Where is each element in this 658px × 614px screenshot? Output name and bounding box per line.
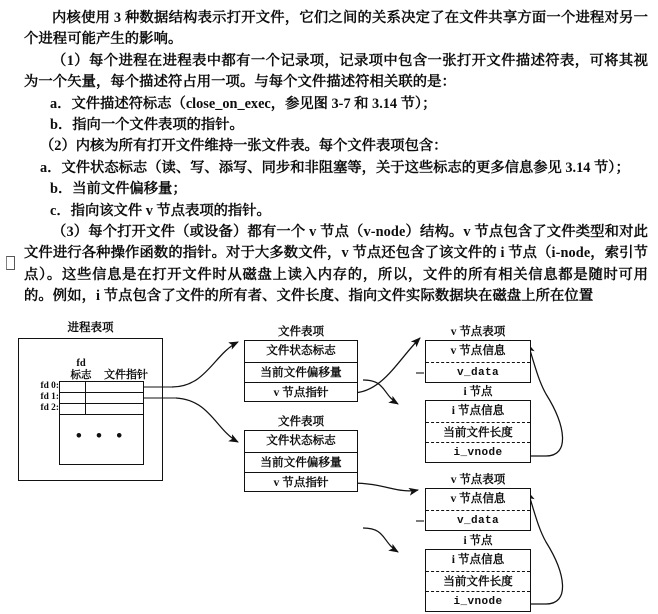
v-data-row: v_data xyxy=(426,362,530,383)
current-file-offset-row: 当前文件偏移量 xyxy=(245,452,357,473)
vnode-pointer-row: v 节点指针 xyxy=(245,472,357,493)
fd-row xyxy=(40,392,143,404)
file-table-entry-1-caption: 文件表项 xyxy=(278,326,324,338)
list-2-item-b: b．当前文件偏移量； xyxy=(50,181,187,198)
vnode-table-entry-1-caption: v 节点表项 xyxy=(450,326,506,338)
fd-header-line2: 标志 xyxy=(70,369,92,381)
vnode-pointer-row: v 节点指针 xyxy=(245,382,357,403)
i-vnode-row: i_vnode xyxy=(426,442,530,463)
margin-scan-artifact xyxy=(6,256,15,270)
fd-row xyxy=(40,381,143,393)
fd-row xyxy=(40,403,143,415)
list-2-item-a: a．文件状态标志（读、写、添写、同步和非阻塞等，关于这些标志的更多信息参见 3.14 节）； xyxy=(40,159,630,176)
inode-1-caption: i 节点 xyxy=(463,386,493,398)
inode-2-box xyxy=(425,549,531,612)
file-status-flags-row: 文件状态标志 xyxy=(266,434,336,447)
vnode-table-entry-1-box xyxy=(425,340,531,383)
vnode-table-entry-2-box xyxy=(425,488,531,531)
fd-table xyxy=(40,381,144,465)
vnode-info-row: v 节点信息 xyxy=(450,344,506,357)
file-pointer-header: 文件指针 xyxy=(104,369,148,381)
fd-header-line1: fd xyxy=(76,358,86,369)
paragraph-intro: 内核使用 3 种数据结构表示打开文件，它们之间的关系决定了在文件共享方面一个进程对另一个进程可能产生的影响。 xyxy=(24,10,648,48)
list-2-item-c: c．指向该文件 v 节点表项的指针。 xyxy=(50,202,271,219)
list-1-item-b: b．指向一个文件表项的指针。 xyxy=(50,117,244,134)
v-data-row: v_data xyxy=(426,510,530,531)
current-file-offset-row: 当前文件偏移量 xyxy=(245,362,357,383)
fd-row-label: fd 2: xyxy=(40,403,59,413)
current-file-length-row: 当前文件长度 xyxy=(426,571,530,592)
fd-row-label: fd 1: xyxy=(40,392,59,402)
fd-ellipsis: • • • xyxy=(75,426,128,445)
fd-row-label: fd 0: xyxy=(40,381,59,391)
list-1-item-a: a．文件描述符标志（close_on_exec，参见图 3-7 和 3.14 节）； xyxy=(50,95,437,112)
paragraph-item-1: （1）每个进程在进程表中都有一个记录项，记录项中包含一张打开文件描述符表，可将其视为一个矢量，每个描述符占用一项。与每个文件描述符相关联的是： xyxy=(24,52,648,91)
inode-1-box xyxy=(425,400,531,463)
vnode-info-row: v 节点信息 xyxy=(450,492,506,505)
inode-info-row: i 节点信息 xyxy=(451,553,505,566)
inode-2-caption: i 节点 xyxy=(463,535,493,547)
paragraph-item-3: （3）每个打开文件（或设备）都有一个 v 节点（v-node）结构。v 节点包含了文件类型和对此文件进行各种操作函数的指针。对于大多数文件，v 节点还包含了该文件的 i 节点（i-node，索引节点）。这些信息是在打开文件时从磁盘上读入内存的，所以，文件的所有相关信息都是随时可用的。例如，i 节点包含了文件的所有者、文件长度、指向文件实际数据块在磁盘上所在位置 xyxy=(24,224,648,305)
inode-info-row: i 节点信息 xyxy=(451,404,505,417)
process-table-caption: 进程表项 xyxy=(67,322,114,334)
current-file-length-row: 当前文件长度 xyxy=(426,422,530,443)
fd-column-divider xyxy=(85,382,86,415)
file-table-entry-2-box xyxy=(244,430,358,492)
file-table-entry-2-caption: 文件表项 xyxy=(278,416,324,428)
file-table-entry-1-box xyxy=(244,340,358,402)
file-sharing-structure-diagram xyxy=(0,318,658,614)
i-vnode-row: i_vnode xyxy=(426,591,530,612)
file-status-flags-row: 文件状态标志 xyxy=(266,344,336,357)
vnode-table-entry-2-caption: v 节点表项 xyxy=(450,474,506,486)
paragraph-item-2: （2）内核为所有打开文件维持一张文件表。每个文件表项包含： xyxy=(40,138,448,155)
